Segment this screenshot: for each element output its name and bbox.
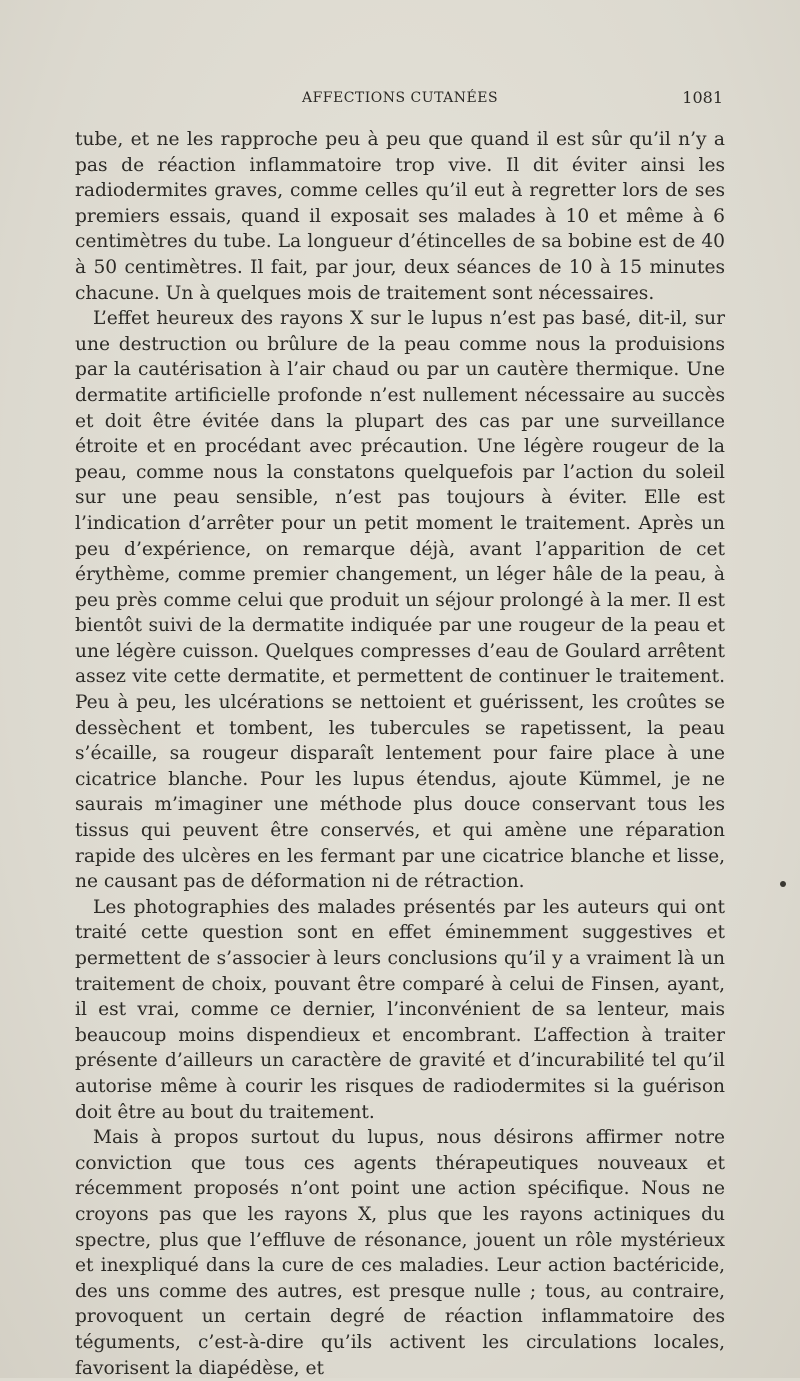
paragraph: Mais à propos surtout du lupus, nous désirons affirmer notre conviction que tous ces agents thérapeutiques nouveaux et récemment proposés n’ont point une action spécifique. Nous ne croyons pas que les rayons X, plus que les rayons actiniques du spectre, plus que l’effluve de résonance, jouent un rôle mystérieux et inexpliqué dans la cure de ces maladies. Leur action bactéricide, des uns comme des autres, est presque nulle ; tous, au contraire, provoquent un certain degré de réaction inflammatoire des téguments, c’est-à-dire qu’ils activent les circulations locales, favorisent la diapédèse, et [75,1127,725,1379]
ink-speck [780,881,786,887]
page-number: 1081 [682,88,723,107]
running-title: AFFECTIONS CUTANÉES [301,90,499,106]
body-text [75,127,725,1381]
running-head [75,88,725,110]
paragraph: Les photographies des malades présentés par les auteurs qui ont traité cette question sont en effet éminemment suggestives et permettent de s’associer à leurs conclusions qu’il y a vraiment là un traitement de choix, pouvant être comparé à celui de Finsen, ayant, il est vrai, comme ce dernier, l’inconvénient de sa lenteur, mais beaucoup moins dispendieux et encombrant. L’affection à traiter présente d’ailleurs un caractère de gravité et d’incurabilité tel qu’il autorise même à courir les risques de radiodermites si la guérison doit être au bout du traitement. [75,896,725,1123]
paragraph: tube, et ne les rapproche peu à peu que quand il est sûr qu’il n’y a pas de réaction inflammatoire trop vive. Il dit éviter ainsi les radiodermites graves, comme celles qu’il eut à regretter lors de ses premiers essais, quand il exposait ses malades à 10 et même à 6 centimètres du tube. La longueur d’étincelles de sa bobine est de 40 à 50 centimètres. Il fait, par jour, deux séances de 10 à 15 minutes chacune. Un à quelques mois de traitement sont nécessaires. [75,129,725,304]
paragraph: L’effet heureux des rayons X sur le lupus n’est pas basé, dit-il, sur une destruction ou brûlure de la peau comme nous la produisions par la cautérisation à l’air chaud ou par un cautère thermique. Une dermatite artificielle profonde n’est nullement nécessaire au succès et doit être évitée dans la plupart des cas par une surveillance étroite et en procédant avec précaution. Une légère rougeur de la peau, comme nous la constatons quelquefois par l’action du soleil sur une peau sensible, n’est pas toujours à éviter. Elle est l’indication d’arrêter pour un petit moment le traitement. Après un peu d’expérience, on remarque déjà, avant l’apparition de cet érythème, comme premier changement, un léger hâle de la peau, à peu près comme celui que produit un séjour prolongé à la mer. Il est bientôt suivi de la dermatite indiquée par une rougeur de la peau et une légère cuisson. Quelques compresses d’eau de Goulard arrêtent assez vite cette dermatite, et permettent de continuer le traitement. Peu à peu, les ulcérations se nettoient et guérissent, les croûtes se dessèchent et tombent, les tubercules se rapetissent, la peau s’écaille, sa rougeur disparaît lentement pour faire place à une cicatrice blanche. Pour les lupus étendus, ajoute Kümmel, je ne saurais m’imaginer une méthode plus douce conservant tous les tissus qui peuvent être conservés, et qui amène une réparation rapide des ulcères en les fermant par une cicatrice blanche et lisse, ne causant pas de déformation ni de rétraction. [75,308,725,893]
